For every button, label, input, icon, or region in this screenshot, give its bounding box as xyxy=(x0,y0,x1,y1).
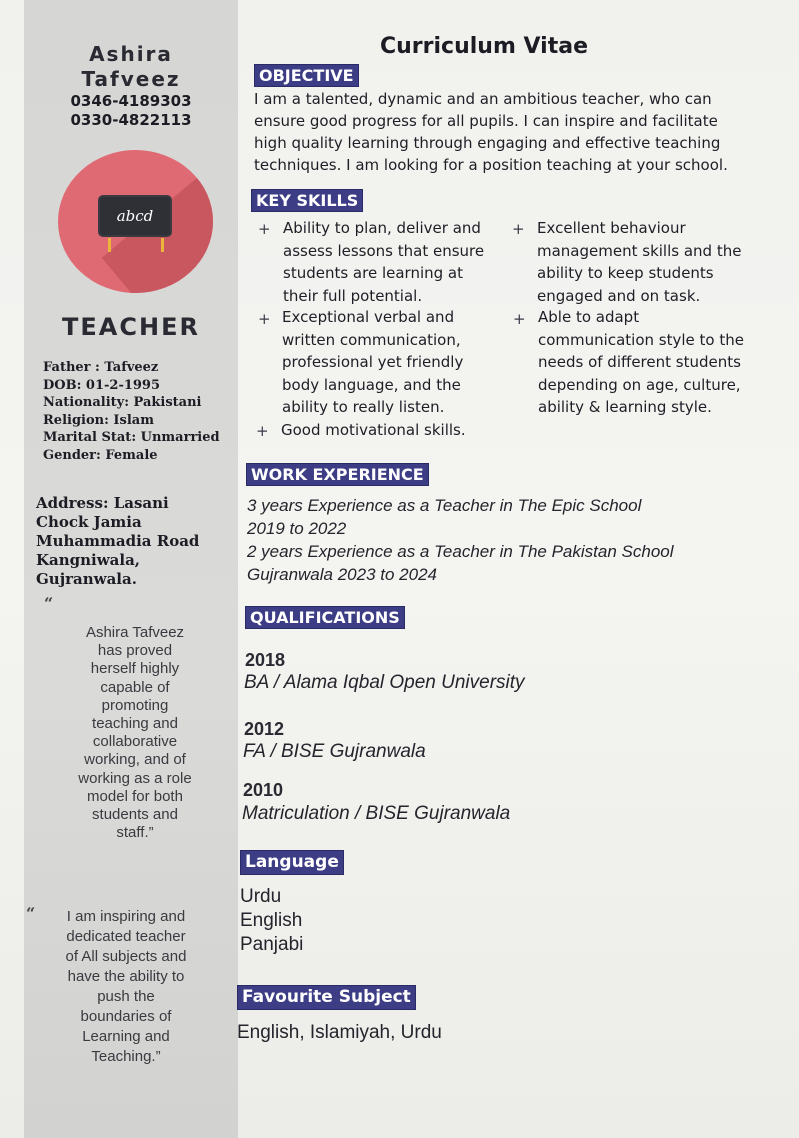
detail-line: Religion: Islam xyxy=(43,412,154,428)
skill-item: Good motivational skills. xyxy=(281,421,466,439)
personal-details xyxy=(43,359,220,465)
teacher-avatar-icon xyxy=(58,150,213,293)
bullet-plus-icon: + xyxy=(258,220,271,238)
objective-text: I am a talented, dynamic and an ambitious teacher, who can ensure good progress for all pupils. I can inspire and facilitate high quality learning through engaging and effective teaching techniques. I am looking for a position teaching at your school. xyxy=(254,90,728,174)
favourite-subject-heading: Favourite Subject xyxy=(237,985,416,1010)
skill-item: Excellent behaviour management skills and the ability to keep students engaged and on task. xyxy=(537,219,742,305)
detail-line: Marital Stat: Unmarried xyxy=(43,430,220,446)
address-line: Chock Jamia xyxy=(36,513,142,531)
testimonial-quote: Ashira Tafveez has proved herself highly capable of promoting teaching and collaborative working, and of working as a role model for both students and staff.” xyxy=(78,624,192,842)
address-line: Muhammadia Road xyxy=(36,532,200,550)
phone-primary: 0346-4189303 xyxy=(70,92,192,110)
address-line: Kangniwala, xyxy=(36,551,141,569)
role-title: TEACHER xyxy=(62,313,200,341)
qualification-degree: Matriculation / BISE Gujranwala xyxy=(242,803,511,824)
skills-heading: KEY SKILLS xyxy=(251,189,363,212)
qualifications-heading: QUALIFICATIONS xyxy=(245,606,405,629)
address-line: Address: Lasani xyxy=(36,494,169,512)
first-name: Ashira xyxy=(89,42,173,66)
qualification-year: 2018 xyxy=(245,650,286,670)
qualification-degree: FA / BISE Gujranwala xyxy=(243,741,426,762)
detail-line: Father : Tafveez xyxy=(43,360,159,375)
work-heading: WORK EXPERIENCE xyxy=(246,463,429,486)
document-title: Curriculum Vitae xyxy=(380,34,589,59)
detail-line: Nationality: Pakistani xyxy=(43,395,202,411)
qualification-year: 2010 xyxy=(243,780,284,800)
chalkboard-icon: abcd xyxy=(100,197,170,235)
bullet-plus-icon: + xyxy=(258,310,271,328)
skill-item: Exceptional verbal and written communication, professional yet friendly body language, and the ability to really listen. xyxy=(282,308,464,416)
bullet-plus-icon: + xyxy=(512,220,525,238)
qualification-degree: BA / Alama Iqbal Open University xyxy=(244,672,525,693)
skill-item: Able to adapt communication style to the needs of different students depending on age, culture, ability & learning style. xyxy=(538,308,744,416)
detail-line: DOB: 01-2-1995 xyxy=(43,377,161,393)
last-name: Tafveez xyxy=(81,67,181,91)
skill-item: Ability to plan, deliver and assess lessons that ensure students are learning at their full potential. xyxy=(283,219,485,305)
quote-mark-icon: “ xyxy=(44,594,54,613)
bullet-plus-icon: + xyxy=(513,310,526,328)
objective-heading: OBJECTIVE xyxy=(254,64,359,87)
detail-line: Gender: Female xyxy=(43,447,158,463)
qualification-year: 2012 xyxy=(244,719,285,739)
language-heading: Language xyxy=(240,850,344,875)
work-experience: 3 years Experience as a Teacher in The Epic School 2019 to 2022 2 years Experience as a Teacher in The Pakistan School Gujranwala 2023 to 2024 xyxy=(247,496,674,584)
bullet-plus-icon: + xyxy=(256,422,269,440)
quote-mark-icon: “ xyxy=(26,904,36,923)
language-list: Urdu English Panjabi xyxy=(240,886,304,955)
address-line: Gujranwala. xyxy=(36,570,137,588)
favourite-subjects: English, Islamiyah, Urdu xyxy=(237,1022,442,1043)
personal-quote: I am inspiring and dedicated teacher of All subjects and have the ability to push the boundaries of Learning and Teaching.” xyxy=(65,908,187,1065)
phone-secondary: 0330-4822113 xyxy=(70,111,192,129)
address xyxy=(36,494,226,589)
